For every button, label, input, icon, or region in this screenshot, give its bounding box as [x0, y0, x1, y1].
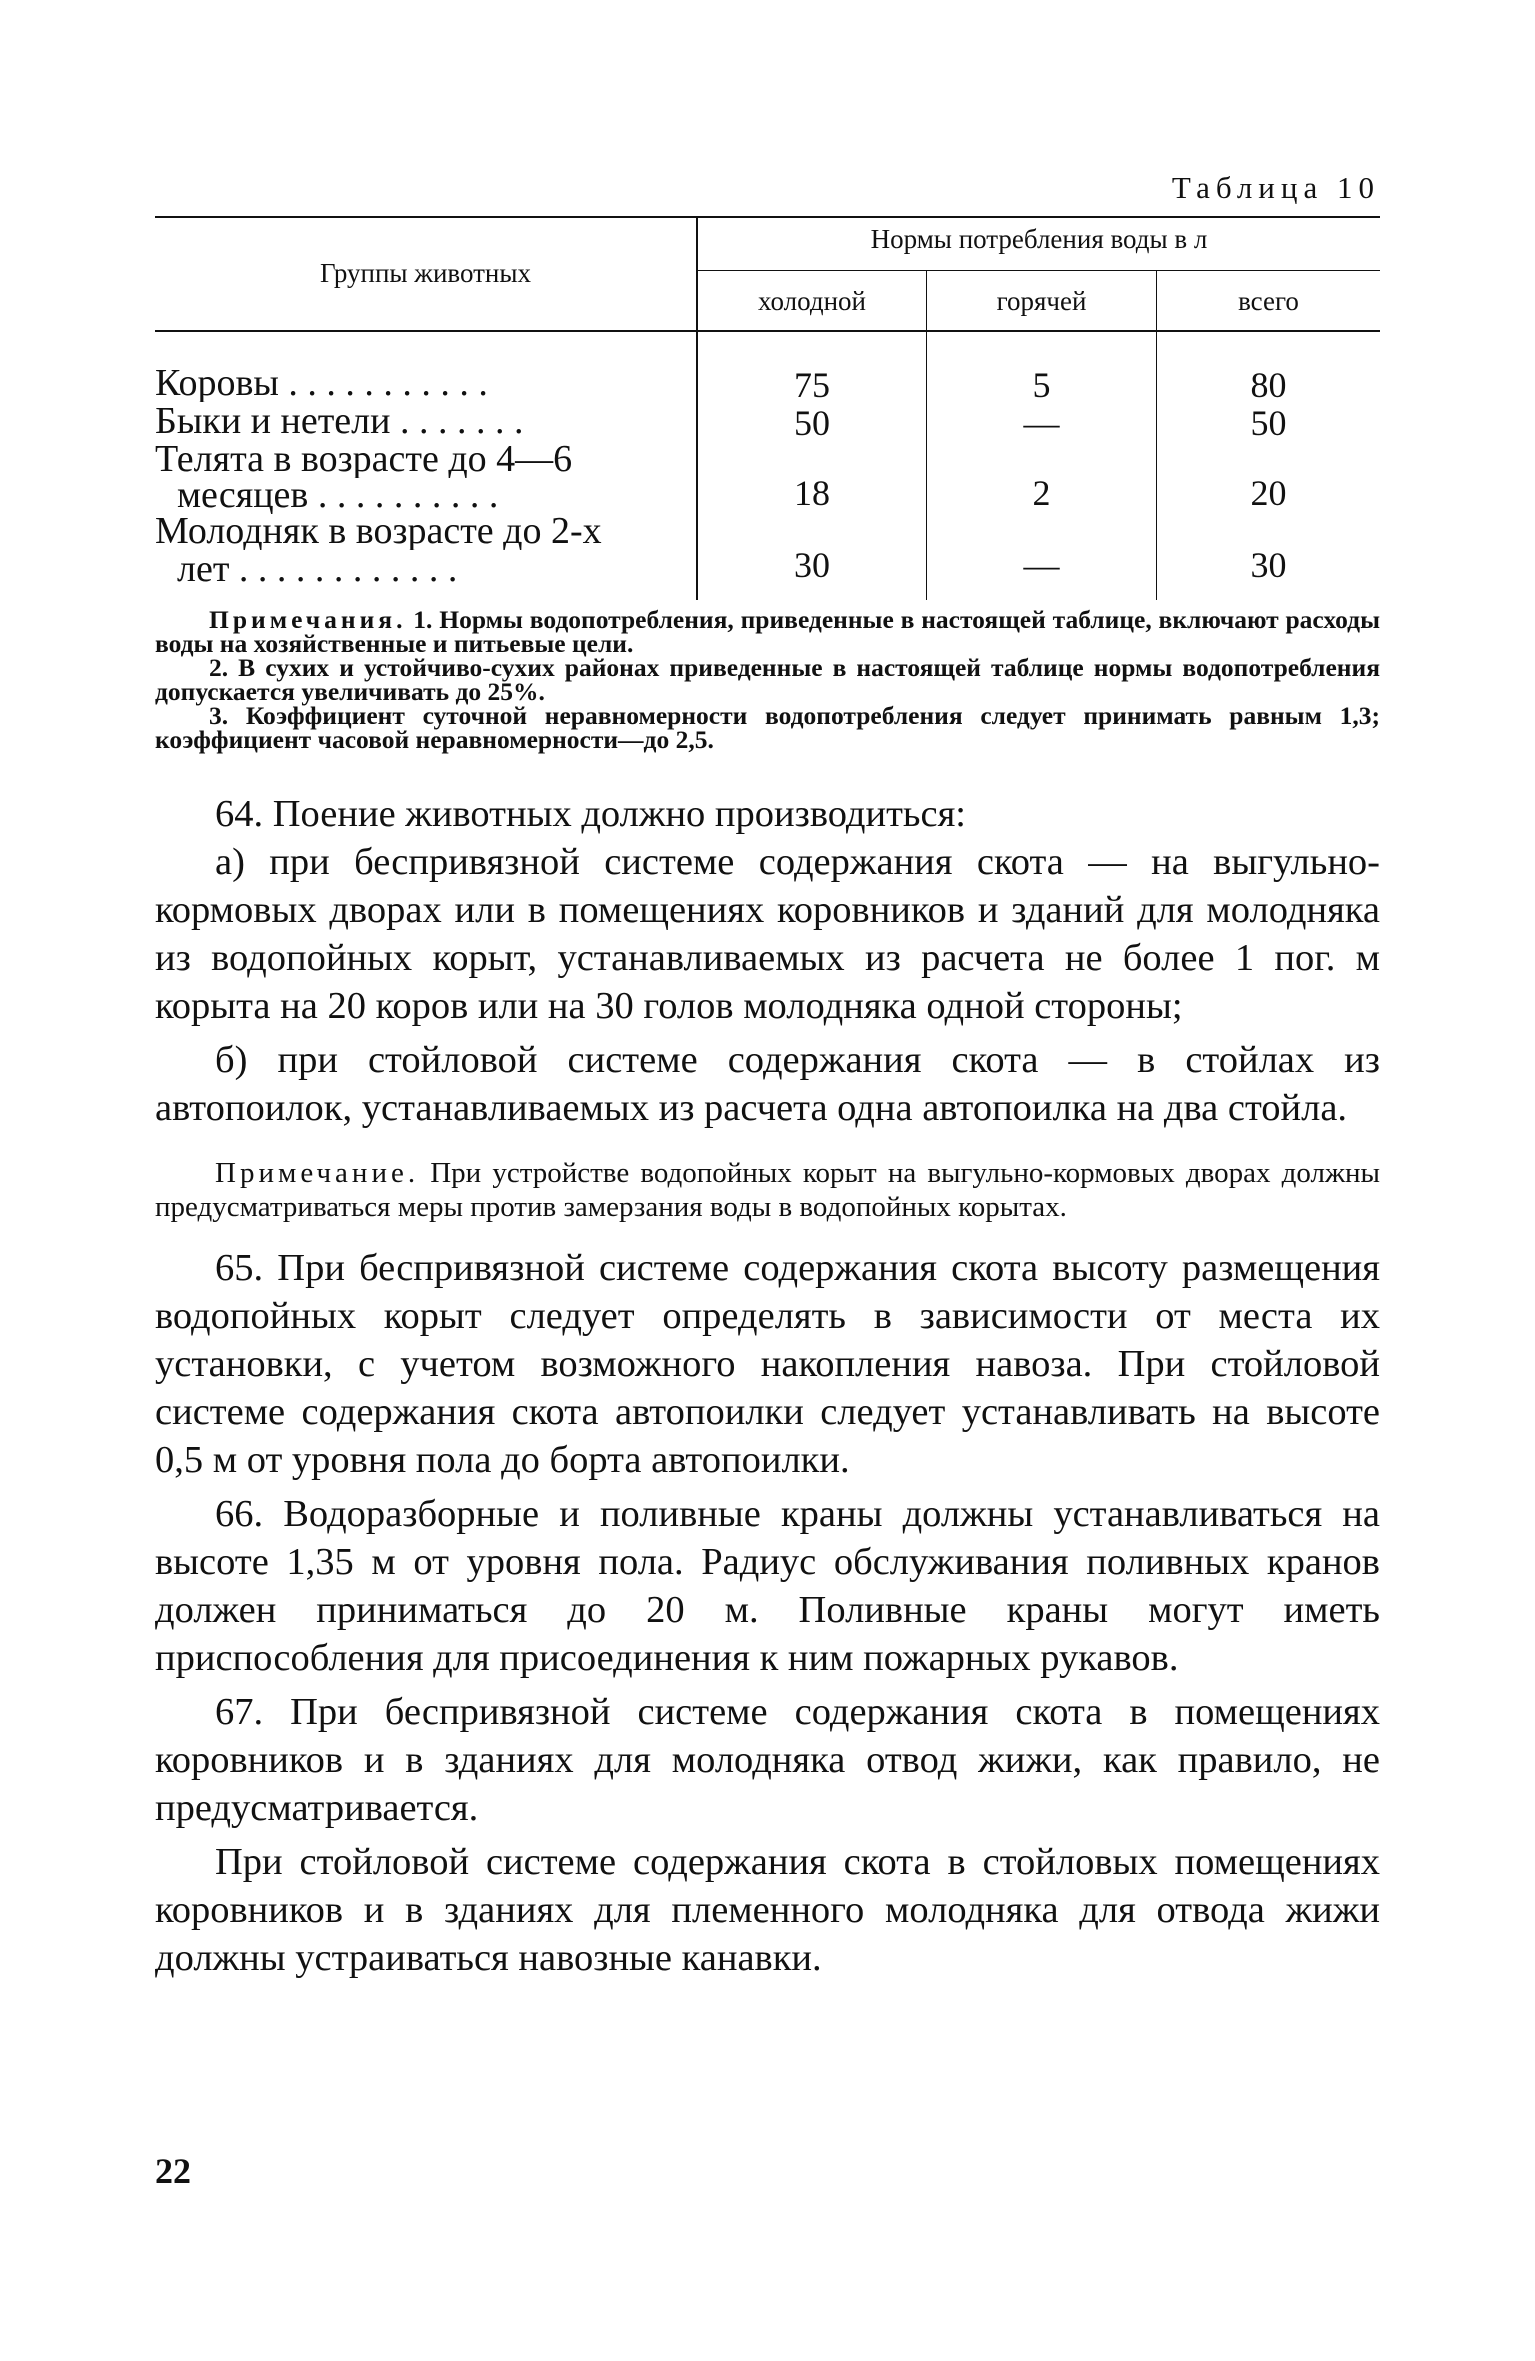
- paragraph-67b: При стойловой системе содержания скота в стойловых помещениях коровников и в зданиях для племенного молодняка для отвода жижи должны устраиваться навозные канавки.: [155, 1841, 1380, 1979]
- paragraph-65: 65. При беспривязной системе содержания скота высоту размещения водопойных корыт следует определять в зависимости от места их установки, с учетом возможного накопления навоза. При стойловой системе содержания скота автопоилки следует устанавливать на высоте 0,5 м от уровня пола до борта автопоилки.: [155, 1247, 1380, 1481]
- cell-cows-cold: 75: [794, 365, 830, 405]
- cell-bulls-total: 50: [1250, 403, 1287, 443]
- table-note-3: 3. Коэффициент суточной неравномерности водопотребления следует принимать равным 1,3; коэффициент часовой неравномерности—до 2,5.: [155, 701, 1380, 754]
- table-subheader-rule: [698, 270, 1380, 271]
- paragraph-66: 66. Водоразборные и поливные краны должны устанавливаться на высоте 1,35 м от уровня пола. Радиус обслуживания поливных кранов должен приниматься до 20 м. Поливные краны могут иметь приспособления для присоединения к ним пожарных рукавов.: [155, 1493, 1380, 1679]
- header-animal-groups: Группы животных: [319, 258, 532, 288]
- header-cold: холодной: [758, 286, 866, 316]
- table-notes-label: Примечания.: [209, 605, 407, 634]
- table-caption: Таблица 10: [1171, 170, 1380, 205]
- row-label-calves-line1: Телята в возрасте до 4—6: [155, 440, 573, 478]
- paragraph-64: 64. Поение животных должно производиться:: [215, 793, 966, 835]
- table-note-2: 2. В сухих и устойчиво-сухих районах приведенные в настоящей таблице нормы водопотребления допускается увеличивать до 25%.: [155, 653, 1380, 706]
- row-label-cows: Коровы . . . . . . . . . . .: [155, 364, 488, 402]
- row-label-young-line2: лет . . . . . . . . . . . .: [177, 550, 458, 588]
- cell-calves-cold: 18: [794, 473, 830, 513]
- cell-young-total: 30: [1250, 545, 1287, 585]
- cell-calves-total: 20: [1250, 473, 1287, 513]
- note-64: [155, 1156, 1380, 1224]
- cell-bulls-hot: —: [1023, 403, 1060, 443]
- paragraph-67: 67. При беспривязной системе содержания скота в помещениях коровников и в зданиях для молодняка отвод жижи, как правило, не предусматривается.: [155, 1691, 1380, 1829]
- cell-cows-total: 80: [1250, 365, 1287, 405]
- water-norms-table: [155, 208, 1380, 600]
- body-text: [155, 790, 1380, 1982]
- cell-young-hot: —: [1023, 545, 1060, 585]
- row-label-calves-line2: месяцев . . . . . . . . . .: [177, 476, 499, 514]
- cell-cows-hot: 5: [1032, 365, 1051, 405]
- row-label-bulls: Быки и нетели . . . . . . .: [155, 402, 524, 440]
- table-note-1: Примечания. 1. Нормы водопотребления, приведенные в настоящей таблице, включают расходы воды на хозяйственные и питьевые цели.: [155, 605, 1380, 658]
- header-total: всего: [1238, 286, 1299, 316]
- row-label-young-line1: Молодняк в возрасте до 2-х: [155, 512, 602, 550]
- header-water-norms: Нормы потребления воды в л: [870, 224, 1208, 254]
- note-label: Примечание.: [215, 1157, 420, 1189]
- header-hot: горячей: [996, 286, 1087, 316]
- table-notes: [155, 605, 1380, 754]
- table-header-bottom-rule: [155, 330, 1380, 332]
- cell-bulls-cold: 50: [794, 403, 830, 443]
- cell-calves-hot: 2: [1032, 473, 1051, 513]
- paragraph-64b: б) при стойловой системе содержания скота — в стойлах из автопоилок, устанавливаемых из расчета одна автопоилка на два стойла.: [155, 1039, 1380, 1129]
- cell-young-cold: 30: [794, 545, 830, 585]
- paragraph-64a: а) при беспривязной системе содержания скота — на выгульно-кормовых дворах или в помещениях коровников и зданий для молодняка из водопойных корыт, устанавливаемых из расчета не более 1 пог. м корыта на 20 коров или на 30 голов молодняка одной стороны;: [155, 841, 1380, 1027]
- page-number: 22: [155, 2151, 191, 2191]
- table-top-rule: [155, 216, 1380, 218]
- note-text: При устройстве водопойных корыт на выгульно-кормовых дворах должны предусматриваться меры против замерзания воды в водопойных корытах.: [155, 1157, 1381, 1223]
